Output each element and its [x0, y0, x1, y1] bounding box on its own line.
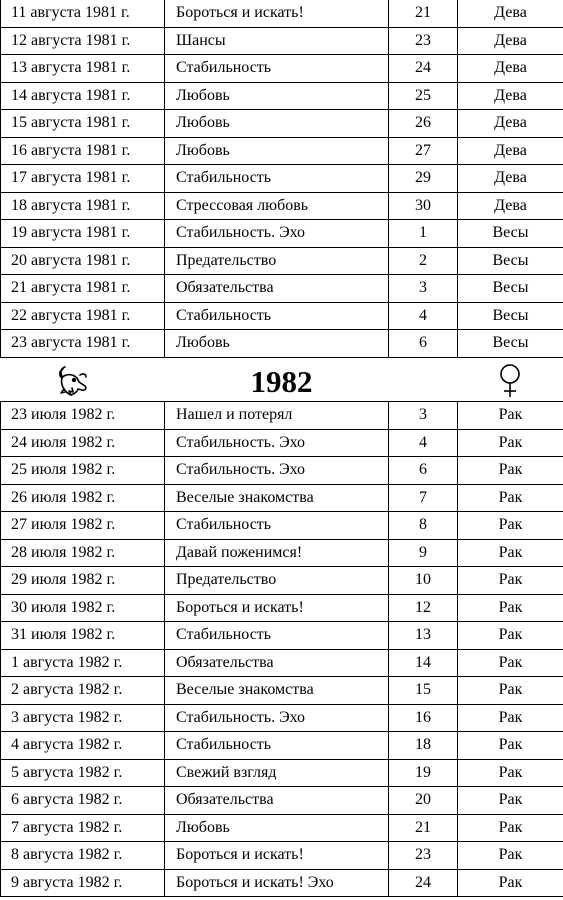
year-heading [0, 361, 563, 401]
table-row [1, 110, 563, 138]
venus-icon [497, 363, 523, 399]
table-row [1, 429, 563, 457]
sign-cell: Весы [458, 302, 563, 330]
date-cell: 17 августа 1981 г. [1, 165, 165, 193]
name-cell: Стабильность. Эхо [165, 429, 389, 457]
sign-cell: Рак [458, 842, 563, 870]
date-cell: 1 августа 1982 г. [1, 649, 165, 677]
sign-cell: Рак [458, 429, 563, 457]
name-cell: Стабильность. Эхо [165, 220, 389, 248]
name-cell: Стабильность [165, 302, 389, 330]
date-cell: 24 июля 1982 г. [1, 429, 165, 457]
sign-cell: Дева [458, 82, 563, 110]
date-cell: 12 августа 1981 г. [1, 27, 165, 55]
sign-cell: Дева [458, 55, 563, 83]
date-cell: 5 августа 1982 г. [1, 759, 165, 787]
sign-cell: Весы [458, 220, 563, 248]
table-row [1, 787, 563, 815]
name-cell: Любовь [165, 137, 389, 165]
number-cell: 30 [389, 192, 458, 220]
sign-cell: Рак [458, 869, 563, 897]
sign-cell: Рак [458, 814, 563, 842]
table-row [1, 27, 563, 55]
table-row [1, 842, 563, 870]
table-row [1, 704, 563, 732]
date-cell: 16 августа 1981 г. [1, 137, 165, 165]
date-cell: 8 августа 1982 г. [1, 842, 165, 870]
sign-cell: Весы [458, 247, 563, 275]
name-cell: Стабильность [165, 732, 389, 760]
date-cell: 25 июля 1982 г. [1, 457, 165, 485]
number-cell: 3 [389, 275, 458, 303]
table-1981-body [1, 0, 563, 357]
number-cell: 29 [389, 165, 458, 193]
number-cell: 8 [389, 512, 458, 540]
number-cell: 3 [389, 402, 458, 430]
name-cell: Предательство [165, 567, 389, 595]
date-cell: 9 августа 1982 г. [1, 869, 165, 897]
number-cell: 21 [389, 0, 458, 27]
name-cell: Свежий взгляд [165, 759, 389, 787]
number-cell: 12 [389, 594, 458, 622]
name-cell: Веселые знакомства [165, 677, 389, 705]
sign-cell: Весы [458, 330, 563, 358]
number-cell: 4 [389, 302, 458, 330]
number-cell: 25 [389, 82, 458, 110]
number-cell: 23 [389, 842, 458, 870]
sign-cell: Рак [458, 649, 563, 677]
name-cell: Любовь [165, 82, 389, 110]
number-cell: 18 [389, 732, 458, 760]
sign-cell: Рак [458, 787, 563, 815]
name-cell: Бороться и искать! [165, 0, 389, 27]
name-cell: Бороться и искать! Эхо [165, 869, 389, 897]
sign-cell: Рак [458, 402, 563, 430]
sign-cell: Рак [458, 704, 563, 732]
number-cell: 15 [389, 677, 458, 705]
date-cell: 3 августа 1982 г. [1, 704, 165, 732]
sign-cell: Рак [458, 677, 563, 705]
number-cell: 14 [389, 649, 458, 677]
number-cell: 26 [389, 110, 458, 138]
name-cell: Стабильность. Эхо [165, 457, 389, 485]
table-row [1, 484, 563, 512]
date-cell: 4 августа 1982 г. [1, 732, 165, 760]
date-cell: 26 июля 1982 г. [1, 484, 165, 512]
table-row [1, 539, 563, 567]
number-cell: 21 [389, 814, 458, 842]
name-cell: Шансы [165, 27, 389, 55]
table-1982-body [1, 402, 563, 897]
date-cell: 30 июля 1982 г. [1, 594, 165, 622]
date-cell: 13 августа 1981 г. [1, 55, 165, 83]
number-cell: 6 [389, 330, 458, 358]
date-cell: 19 августа 1981 г. [1, 220, 165, 248]
table-row [1, 192, 563, 220]
sign-cell: Дева [458, 192, 563, 220]
table-row [1, 137, 563, 165]
number-cell: 10 [389, 567, 458, 595]
date-cell: 29 июля 1982 г. [1, 567, 165, 595]
number-cell: 19 [389, 759, 458, 787]
number-cell: 16 [389, 704, 458, 732]
date-cell: 6 августа 1982 г. [1, 787, 165, 815]
sign-cell: Дева [458, 137, 563, 165]
name-cell: Любовь [165, 110, 389, 138]
number-cell: 9 [389, 539, 458, 567]
sign-cell: Рак [458, 732, 563, 760]
date-cell: 27 июля 1982 г. [1, 512, 165, 540]
name-cell: Бороться и искать! [165, 594, 389, 622]
year-title: 1982 [250, 364, 313, 399]
name-cell: Давай поженимся! [165, 539, 389, 567]
name-cell: Обязательства [165, 649, 389, 677]
sign-cell: Дева [458, 0, 563, 27]
number-cell: 1 [389, 220, 458, 248]
sign-cell: Рак [458, 759, 563, 787]
date-cell: 11 августа 1981 г. [1, 0, 165, 27]
number-cell: 27 [389, 137, 458, 165]
date-cell: 31 июля 1982 г. [1, 622, 165, 650]
sign-cell: Рак [458, 512, 563, 540]
name-cell: Стрессовая любовь [165, 192, 389, 220]
number-cell: 2 [389, 247, 458, 275]
table-1982 [0, 401, 563, 897]
date-cell: 2 августа 1982 г. [1, 677, 165, 705]
sign-cell: Дева [458, 165, 563, 193]
sign-cell: Рак [458, 539, 563, 567]
sign-cell: Рак [458, 594, 563, 622]
sign-cell: Дева [458, 27, 563, 55]
date-cell: 23 июля 1982 г. [1, 402, 165, 430]
table-row [1, 594, 563, 622]
number-cell: 24 [389, 55, 458, 83]
table-row [1, 82, 563, 110]
table-row [1, 275, 563, 303]
name-cell: Обязательства [165, 787, 389, 815]
date-cell: 15 августа 1981 г. [1, 110, 165, 138]
number-cell: 7 [389, 484, 458, 512]
table-row [1, 622, 563, 650]
table-row [1, 759, 563, 787]
table-row [1, 55, 563, 83]
date-cell: 20 августа 1981 г. [1, 247, 165, 275]
date-cell: 23 августа 1981 г. [1, 330, 165, 358]
table-row [1, 402, 563, 430]
number-cell: 13 [389, 622, 458, 650]
date-cell: 21 августа 1981 г. [1, 275, 165, 303]
name-cell: Обязательства [165, 275, 389, 303]
sign-cell: Весы [458, 275, 563, 303]
table-row [1, 0, 563, 27]
sign-cell: Рак [458, 484, 563, 512]
table-row [1, 220, 563, 248]
name-cell: Любовь [165, 330, 389, 358]
table-row [1, 567, 563, 595]
table-row [1, 732, 563, 760]
name-cell: Бороться и искать! [165, 842, 389, 870]
name-cell: Предательство [165, 247, 389, 275]
table-row [1, 649, 563, 677]
date-cell: 14 августа 1981 г. [1, 82, 165, 110]
table-row [1, 165, 563, 193]
name-cell: Веселые знакомства [165, 484, 389, 512]
name-cell: Стабильность [165, 55, 389, 83]
name-cell: Нашел и потерял [165, 402, 389, 430]
date-cell: 18 августа 1981 г. [1, 192, 165, 220]
date-cell: 22 августа 1981 г. [1, 302, 165, 330]
table-row [1, 247, 563, 275]
number-cell: 20 [389, 787, 458, 815]
table-row [1, 869, 563, 897]
number-cell: 4 [389, 429, 458, 457]
name-cell: Любовь [165, 814, 389, 842]
sign-cell: Дева [458, 110, 563, 138]
number-cell: 24 [389, 869, 458, 897]
table-row [1, 512, 563, 540]
table-row [1, 330, 563, 358]
table-row [1, 814, 563, 842]
sign-cell: Рак [458, 457, 563, 485]
sign-cell: Рак [458, 622, 563, 650]
name-cell: Стабильность [165, 165, 389, 193]
table-row [1, 457, 563, 485]
table-row [1, 302, 563, 330]
date-cell: 28 июля 1982 г. [1, 539, 165, 567]
table-1981 [0, 0, 563, 358]
name-cell: Стабильность. Эхо [165, 704, 389, 732]
sign-cell: Рак [458, 567, 563, 595]
number-cell: 6 [389, 457, 458, 485]
table-row [1, 677, 563, 705]
name-cell: Стабильность [165, 622, 389, 650]
date-cell: 7 августа 1982 г. [1, 814, 165, 842]
name-cell: Стабильность [165, 512, 389, 540]
number-cell: 23 [389, 27, 458, 55]
